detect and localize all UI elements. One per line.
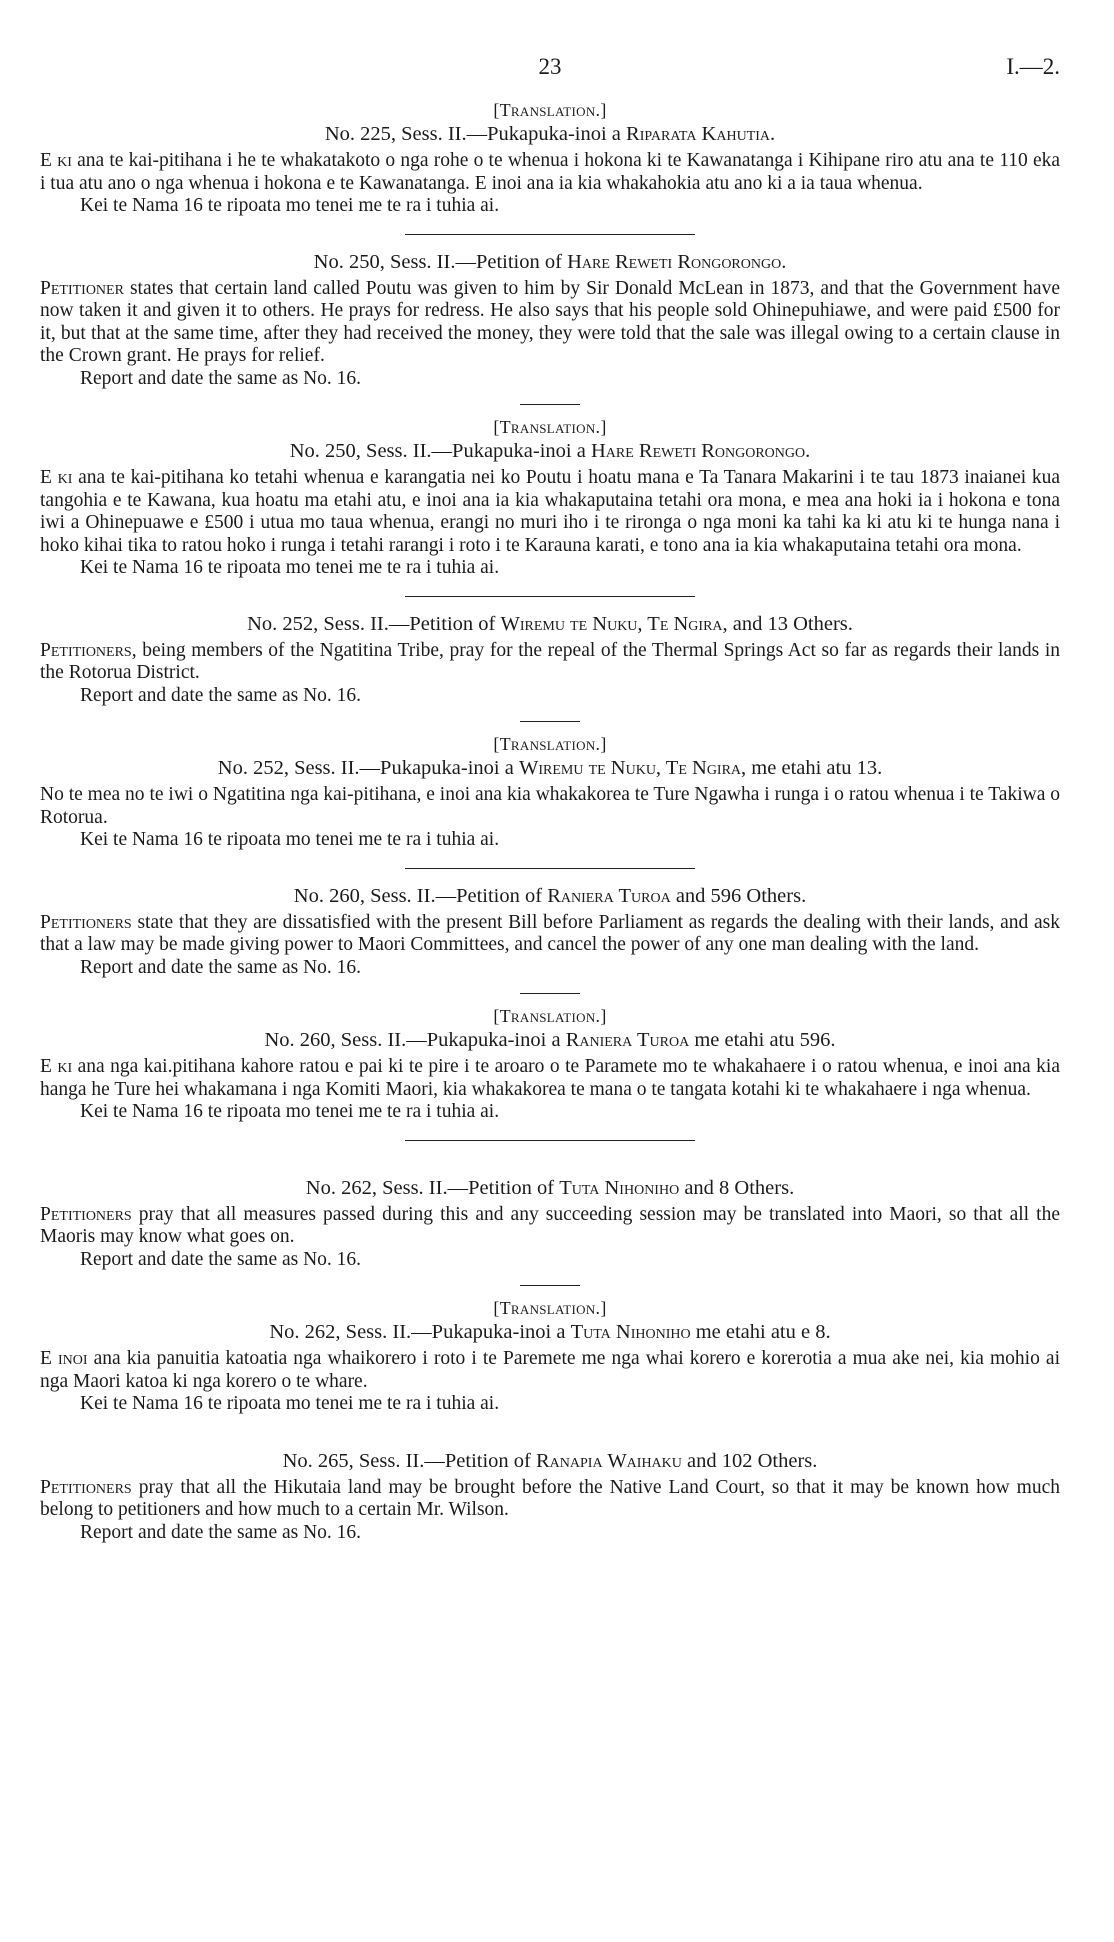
petitioner-name: Wiremu te Nuku, Te Ngira bbox=[500, 612, 723, 635]
report-line: Report and date the same as No. 16. bbox=[80, 1248, 362, 1270]
petition-250 bbox=[40, 251, 1060, 391]
petition-heading: No. 265, Sess. II.—Petition of Ranapia Waihaku and 102 Others. bbox=[282, 1449, 818, 1472]
petition-body: E ki ana te kai-pitihana ko tetahi whenua e karangatia nei ko Poutu i hoatu mana e Ta Tanara Makarini i te tau 1873 inaianei kua tangohia e te Kawana, kua hoatu ma etahi atu, e inoi ana ia kia whakaputaina tetahi ora mona, e mea ana hoki ia i hokona e tona iwi a Ohinepuawe e £500 i utua mo taua whenua, erangi no muri iho i te rironga o nga moni ka tahi ka ki atu ki te hunga nana i hoko kihai tika to ratou hoko i runga i tetahi rarangi i roto i te Karauna karati, e tono ana ia kia whakaputaina tetahi ora mona. bbox=[40, 467, 1060, 556]
document-page bbox=[40, 50, 1060, 1920]
petition-heading: No. 252, Sess. II.—Pukapuka-inoi a Wiremu te Nuku, Te Ngira, me etahi atu 13. bbox=[217, 757, 883, 779]
petition-body: Petitioners pray that all the Hikutaia land may be brought before the Native Land Court, so that it may be known how much belong to petitioners and how much to a certain Mr. Wilson. bbox=[40, 1476, 1060, 1520]
report-line: Report and date the same as No. 16. bbox=[80, 684, 362, 706]
report-line: Kei te Nama 16 te ripoata mo tenei me te ra i tuhia ai. bbox=[80, 1101, 500, 1122]
petition-heading: No. 262, Sess. II.—Petition of Tuta Nihoniho and 8 Others. bbox=[305, 1176, 795, 1199]
petitioner-name: Wiremu te Nuku, Te Ngira bbox=[518, 757, 742, 779]
section-divider bbox=[405, 1140, 695, 1141]
petition-body: No te mea no te iwi o Ngatitina nga kai-pitihana, e inoi ana kia whakakorea te Ture Ngawha i runga i o ratou whenua i te Takiwa o Rotorua. bbox=[40, 784, 1060, 828]
petition-heading: No. 252, Sess. II.—Petition of Wiremu te Nuku, Te Ngira, and 13 Others. bbox=[247, 612, 853, 635]
report-line: Report and date the same as No. 16. bbox=[80, 367, 362, 389]
petition-body: E ki ana te kai-pitihana i he te whakatakoto o nga rohe o te whenua i hokona ki te Kawanatanga i Kihipane riro atu ana te 110 eka i tua atu ano o nga whenua i hokona e te Kawanatanga. E inoi ana ia kia whakahokia atu ano ki a ia taua whenua. bbox=[40, 150, 1060, 194]
petition-252 bbox=[40, 613, 1060, 708]
report-line: Kei te Nama 16 te ripoata mo tenei me te ra i tuhia ai. bbox=[80, 557, 500, 578]
petition-262-translation bbox=[40, 1298, 1060, 1416]
petition-body: Petitioners pray that all measures passed during this and any succeeding session may be translated into Maori, so that all the Maoris may know what goes on. bbox=[40, 1203, 1060, 1247]
report-line: Report and date the same as No. 16. bbox=[80, 956, 362, 978]
petitioner-name: Tuta Nihoniho bbox=[570, 1321, 691, 1343]
report-line: Kei te Nama 16 te ripoata mo tenei me te ra i tuhia ai. bbox=[80, 829, 500, 850]
petition-heading: No. 260, Sess. II.—Petition of Raniera Turoa and 596 Others. bbox=[293, 884, 807, 907]
petition-250-translation bbox=[40, 417, 1060, 580]
petitioner-name: Hare Reweti Rongorongo bbox=[567, 250, 782, 273]
petition-225-translation bbox=[40, 100, 1060, 218]
petition-heading: No. 250, Sess. II.—Pukapuka-inoi a Hare Reweti Rongorongo. bbox=[289, 440, 811, 462]
petitioner-name: Raniera Turoa bbox=[547, 884, 671, 907]
section-divider bbox=[405, 234, 695, 235]
section-divider bbox=[405, 596, 695, 597]
petitioner-name: Riparata Kahutia bbox=[626, 123, 771, 145]
report-line: Report and date the same as No. 16. bbox=[80, 1521, 362, 1543]
petitioner-name: Ranapia Waihaku bbox=[536, 1449, 682, 1472]
translation-label: [Translation.] bbox=[493, 734, 607, 754]
petition-265 bbox=[40, 1450, 1060, 1545]
petition-body: Petitioner states that certain land called Poutu was given to him by Sir Donald McLean in 1873, and that the Government have now taken it and given it to others. He prays for redress. He also says that his people sold Ohinepuhiawe, and were paid £500 for it, but that at the same time, after they had received the money, they were told that the sale was illegal owing to a certain clause in the Crown grant. He prays for relief. bbox=[40, 277, 1060, 366]
section-divider bbox=[405, 868, 695, 869]
petitioner-name: Tuta Nihoniho bbox=[559, 1176, 680, 1199]
petitioner-name: Hare Reweti Rongorongo bbox=[590, 440, 806, 462]
petition-body: Petitioners, being members of the Ngatitina Tribe, pray for the repeal of the Thermal Springs Act so far as regards their lands in the Rotorua District. bbox=[40, 639, 1060, 683]
petition-body: E ki ana nga kai.pitihana kahore ratou e pai ki te pire i te aroaro o te Paramete mo te whakahaere i o ratou whenua, e inoi ana kia hanga he Ture hei whakamana i nga Komiti Maori, kia whakakorea te mana o te tangata kotahi ki te whakahaere i nga whenua. bbox=[40, 1056, 1060, 1100]
short-divider bbox=[520, 721, 580, 722]
report-line: Kei te Nama 16 te ripoata mo tenei me te ra i tuhia ai. bbox=[80, 195, 500, 216]
translation-label: [Translation.] bbox=[493, 1006, 607, 1026]
petition-heading: No. 262, Sess. II.—Pukapuka-inoi a Tuta Nihoniho me etahi atu e 8. bbox=[269, 1321, 831, 1343]
petition-262 bbox=[40, 1177, 1060, 1272]
document-code: I.—2. bbox=[1006, 54, 1060, 79]
page-number: 23 bbox=[538, 54, 562, 79]
petition-heading: No. 225, Sess. II.—Pukapuka-inoi a Riparata Kahutia. bbox=[324, 123, 776, 145]
report-line: Kei te Nama 16 te ripoata mo tenei me te ra i tuhia ai. bbox=[80, 1393, 500, 1414]
running-head bbox=[40, 50, 1060, 90]
translation-label: [Translation.] bbox=[493, 100, 607, 120]
translation-label: [Translation.] bbox=[493, 1298, 607, 1318]
petition-heading: No. 250, Sess. II.—Petition of Hare Reweti Rongorongo. bbox=[313, 250, 787, 273]
petition-body: Petitioners state that they are dissatisfied with the present Bill before Parliament as regards the dealing with their lands, and ask that a law may be made giving power to Maori Committees, and cancel the power of any one man dealing with the land. bbox=[40, 911, 1060, 955]
short-divider bbox=[520, 993, 580, 994]
petition-252-translation bbox=[40, 734, 1060, 852]
short-divider bbox=[520, 1285, 580, 1286]
petition-260 bbox=[40, 885, 1060, 980]
petition-body: E inoi ana kia panuitia katoatia nga whaikorero i roto i te Paremete me nga whai korero e korerotia a mua ake nei, kia mohio ai nga Maori katoa ki nga korero o te whare. bbox=[40, 1348, 1060, 1392]
petition-heading: No. 260, Sess. II.—Pukapuka-inoi a Raniera Turoa me etahi atu 596. bbox=[264, 1029, 836, 1051]
short-divider bbox=[520, 404, 580, 405]
petitioner-name: Raniera Turoa bbox=[565, 1029, 690, 1051]
translation-label: [Translation.] bbox=[493, 417, 607, 437]
petition-260-translation bbox=[40, 1006, 1060, 1124]
